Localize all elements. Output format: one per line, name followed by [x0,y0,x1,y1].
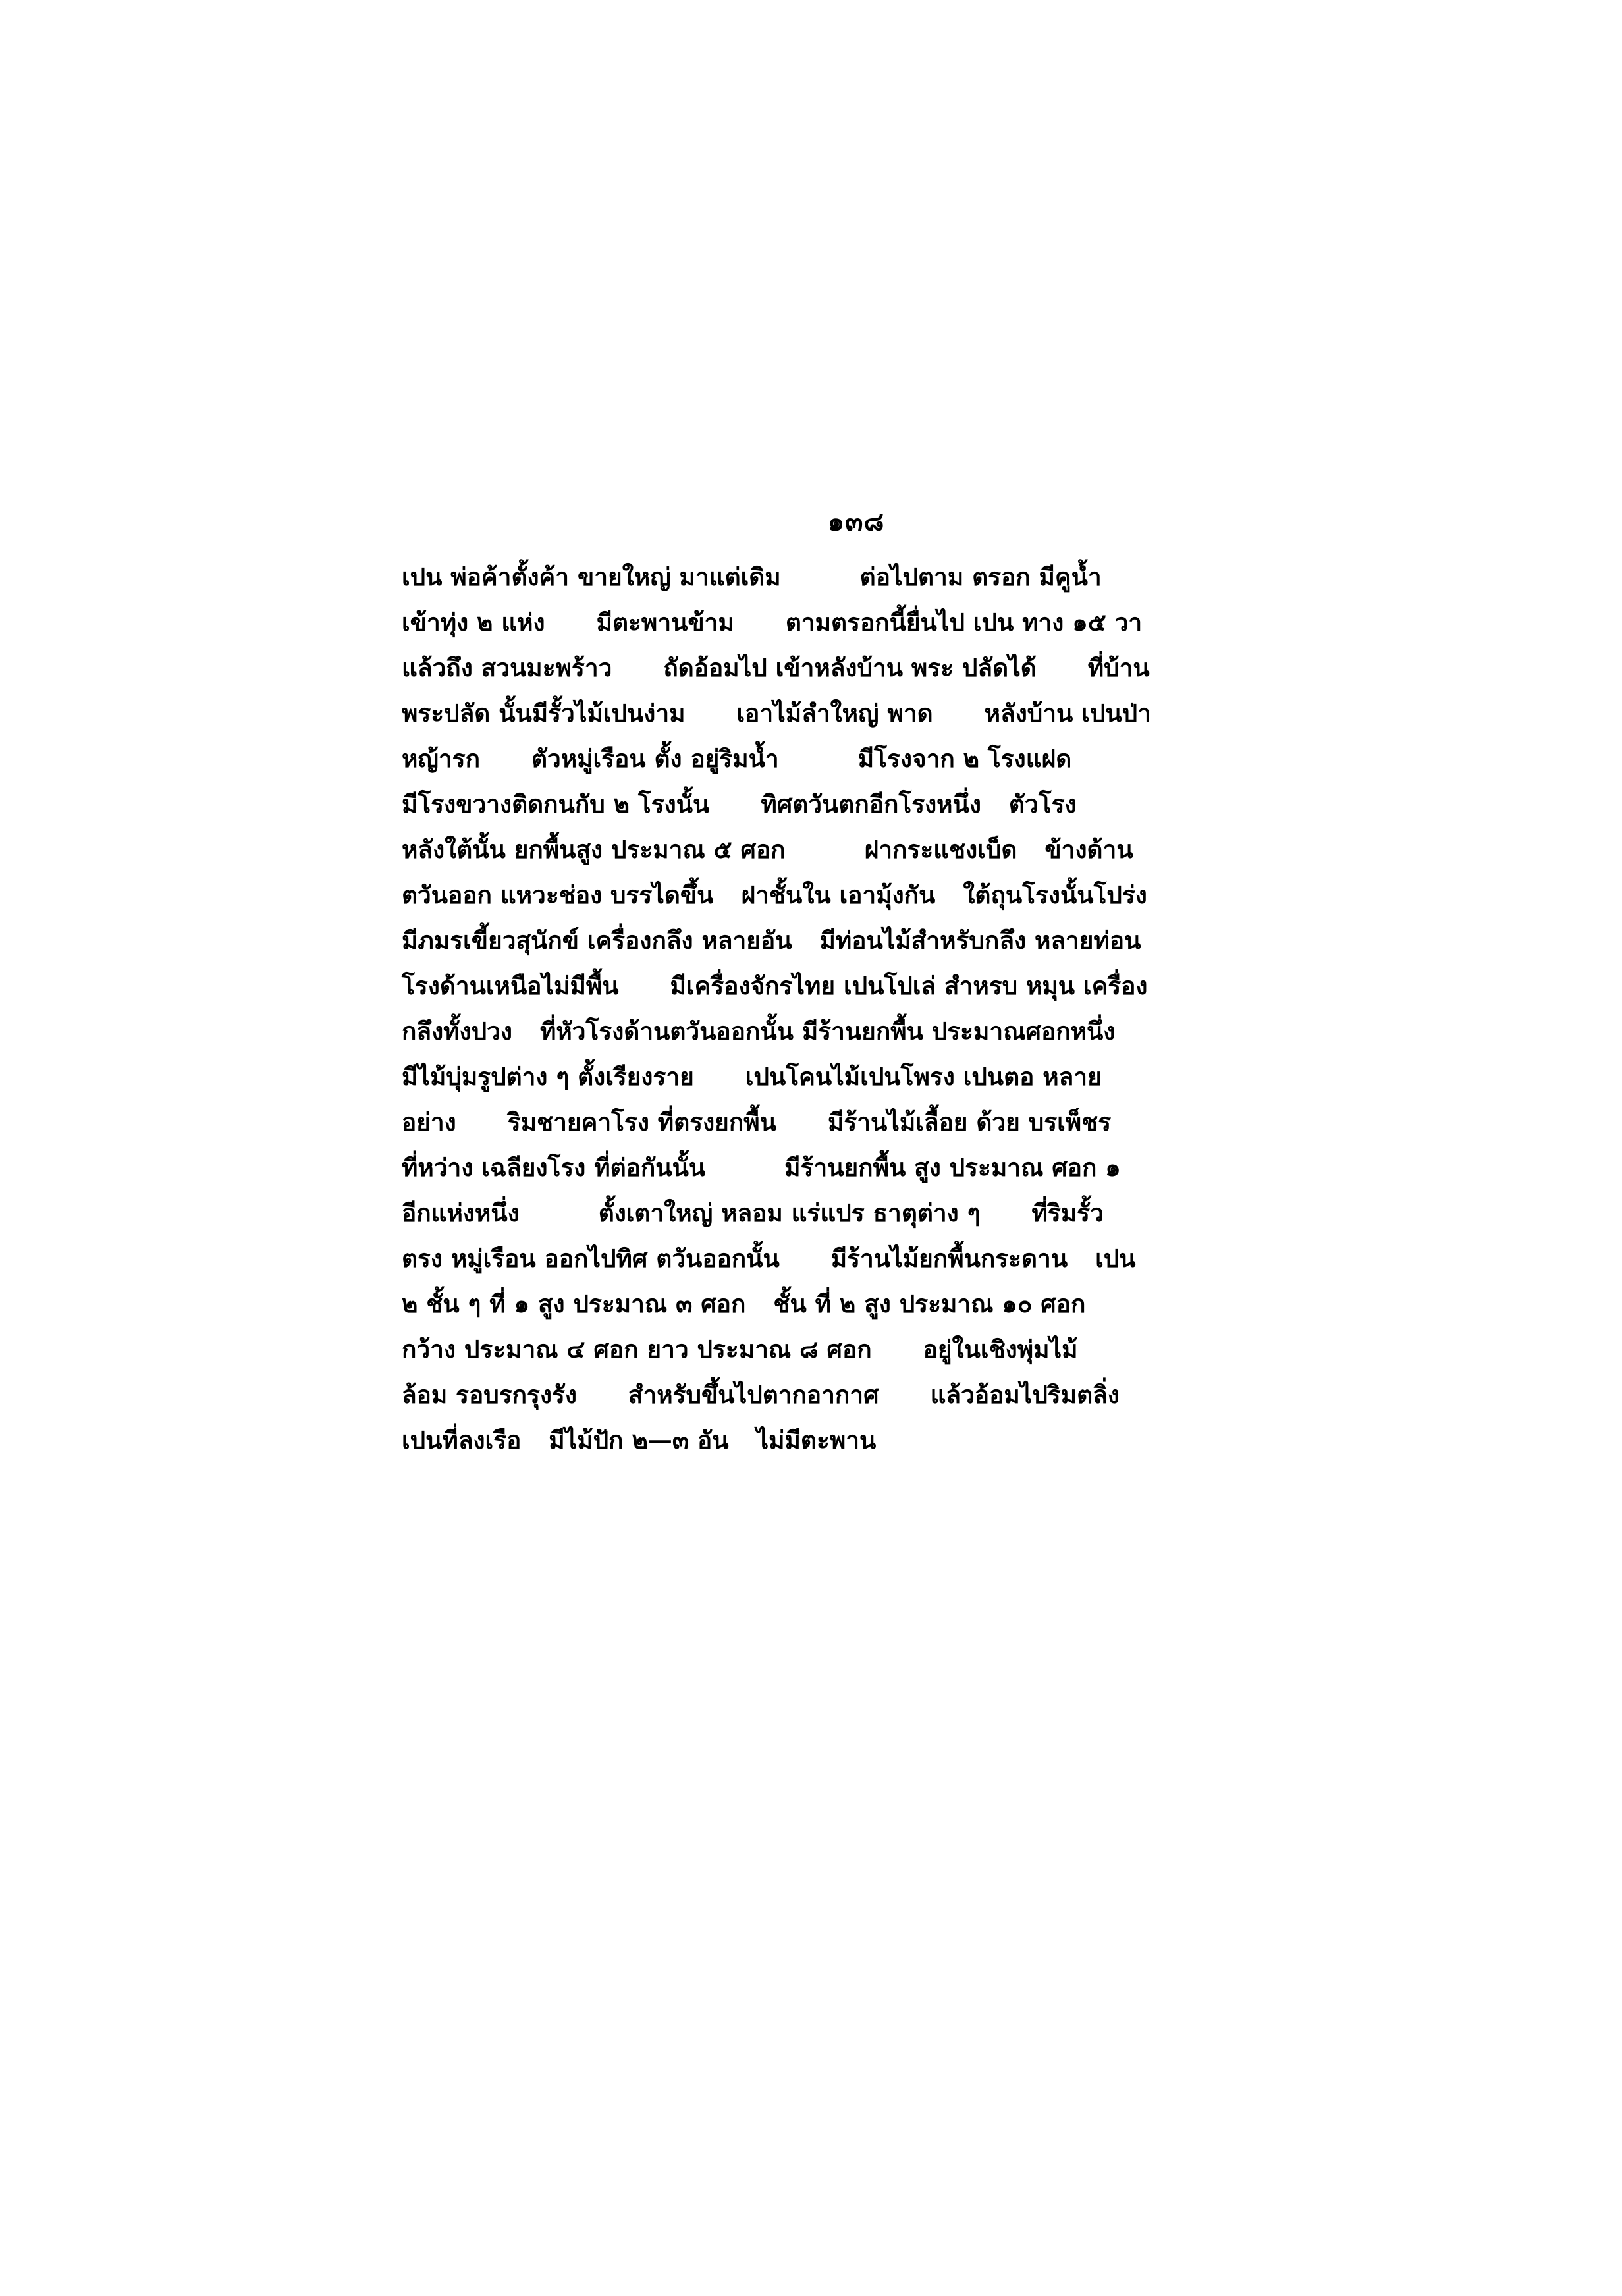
text-line [402,1201,1311,1225]
text-segment: มีร้านไม้เลื้อย ด้วย บรเพ็ชร [827,1108,1112,1136]
text-segment: ที่ริมรั้ว [1031,1199,1104,1227]
text-segment: ฝากระแชงเบ็ด [864,836,1017,864]
text-segment: ทิศตวันตกอีกโรงหนึ่ง [761,790,981,818]
text-segment: อยู่ในเชิงพุ่มไม้ [923,1335,1078,1364]
text-line [402,610,1311,635]
text-segment: กว้าง ประมาณ ๔ ศอก ยาว ประมาณ ๘ ศอก [402,1335,872,1364]
text-segment: หญ้ารก [402,745,480,773]
text-line [402,1110,1311,1135]
text-line [402,974,1311,998]
text-segment: อีกแห่งหนึ่ง [402,1199,520,1227]
text-line [402,1065,1311,1089]
text-segment: ตวันออก แหวะช่อง บรรไดขึ้น [402,881,714,909]
text-line [402,565,1311,589]
page-number: ๑๓๘ [827,507,885,537]
text-line [402,1019,1311,1044]
text-line [402,701,1311,726]
text-segment: มีตะพานข้าม [596,608,734,637]
text-line [402,1156,1311,1180]
text-segment: ตัวหมู่เรือน ตั้ง อยู่ริมน้ำ [531,745,779,773]
text-segment: โรงด้านเหนือไม่มีพื้น [402,972,619,1000]
text-segment: หลังใต้นั้น ยกพื้นสูง ประมาณ ๕ ศอก [402,836,786,864]
text-segment: มีโรงขวางติดกนกับ ๒ โรงนั้น [402,790,710,818]
text-segment: ตามตรอกนี้ยื่นไป เปน ทาง ๑๕ วา [785,608,1143,637]
text-segment: ๒ ชั้น ๆ ที่ ๑ สูง ประมาณ ๓ ศอก [402,1290,746,1318]
text-segment: แล้วอ้อมไปริมตลิ่ง [930,1381,1120,1409]
text-segment: ตรง หมู่เรือน ออกไปทิศ ตวันออกนั้น [402,1244,780,1273]
text-segment: กลึงทั้งปวง [402,1017,512,1046]
text-segment: ฝาชั้นใน เอามุ้งกัน [741,881,936,909]
text-segment: ข้างด้าน [1044,836,1133,864]
text-segment: ใต้ถุนโรงนั้นโปร่ง [963,881,1147,909]
text-segment: ไม่มีตะพาน [756,1426,877,1455]
text-line [402,656,1311,680]
text-segment: ชั้น ที่ ๒ สูง ประมาณ ๑๐ ศอก [773,1290,1086,1318]
text-segment: มีเครื่องจักรไทย เปนโปเล่ สำหรบ หมุน เครื่อง [670,972,1148,1000]
text-segment: ถัดอ้อมไป เข้าหลังบ้าน พระ ปลัดได้ [663,654,1037,682]
text-segment: มีภมรเขี้ยวสุนักข์ เครื่องกลึง หลายอัน [402,926,792,955]
text-segment: ตั้งเตาใหญ่ หลอม แร่แปร ธาตุต่าง ๆ [598,1199,981,1227]
text-segment: เปน พ่อค้าตั้งค้า ขายใหญ่ มาแต่เดิม [402,563,781,591]
text-segment: มีร้านยกพื้น สูง ประมาณ ศอก ๑ [784,1154,1121,1182]
text-segment: ริมชายคาโรง ที่ตรงยกพื้น [507,1108,776,1136]
text-line [402,838,1311,862]
text-block [402,500,1311,1453]
text-segment: อย่าง [402,1108,456,1136]
text-segment: ต่อไปตาม ตรอก มีคูน้ำ [859,563,1102,591]
text-line [402,1292,1311,1316]
text-segment: แล้วถึง สวนมะพร้าว [402,654,612,682]
text-segment: มีไม้บุ่มรูปต่าง ๆ ตั้งเรียงราย [402,1063,694,1091]
text-segment: หลังบ้าน เปนป่า [984,699,1151,728]
text-segment: เอาไม้ลำใหญ่ พาด [736,699,933,728]
text-segment: เปน [1095,1244,1136,1273]
text-line [402,792,1311,816]
text-line [402,1383,1311,1407]
text-line [402,1428,1311,1453]
text-segment: เปนที่ลงเรือ [402,1426,522,1455]
text-line [402,883,1311,907]
text-segment: มีท่อนไม้สำหรับกลึง หลายท่อน [819,926,1141,955]
text-segment: สำหรับขึ้นไปตากอากาศ [628,1381,879,1409]
text-segment: ล้อม รอบรกรุงรัง [402,1381,577,1409]
text-segment: ที่หัวโรงด้านตวันออกนั้น มีร้านยกพื้น ประมาณศอกหนึ่ง [539,1017,1116,1046]
text-segment: มีโรงจาก ๒ โรงแฝด [857,745,1072,773]
text-line [402,928,1311,953]
text-segment: เข้าทุ่ง ๒ แห่ง [402,608,545,637]
text-line [402,747,1311,771]
text-segment: มีไม้ปัก ๒—๓ อัน [549,1426,729,1455]
text-segment: พระปลัด นั้นมีรั้วไม้เปนง่าม [402,699,686,728]
text-segment: ที่หว่าง เฉลียงโรง ที่ต่อกันนั้น [402,1154,706,1182]
text-segment: ตัวโรง [1008,790,1077,818]
body-text [402,565,1311,1453]
text-segment: ที่บ้าน [1087,654,1150,682]
text-segment: มีร้านไม้ยกพื้นกระดาน [830,1244,1068,1273]
text-line [402,1246,1311,1271]
text-segment: เปนโคนไม้เปนโพรง เปนตอ หลาย [745,1063,1102,1091]
text-line [402,1337,1311,1362]
